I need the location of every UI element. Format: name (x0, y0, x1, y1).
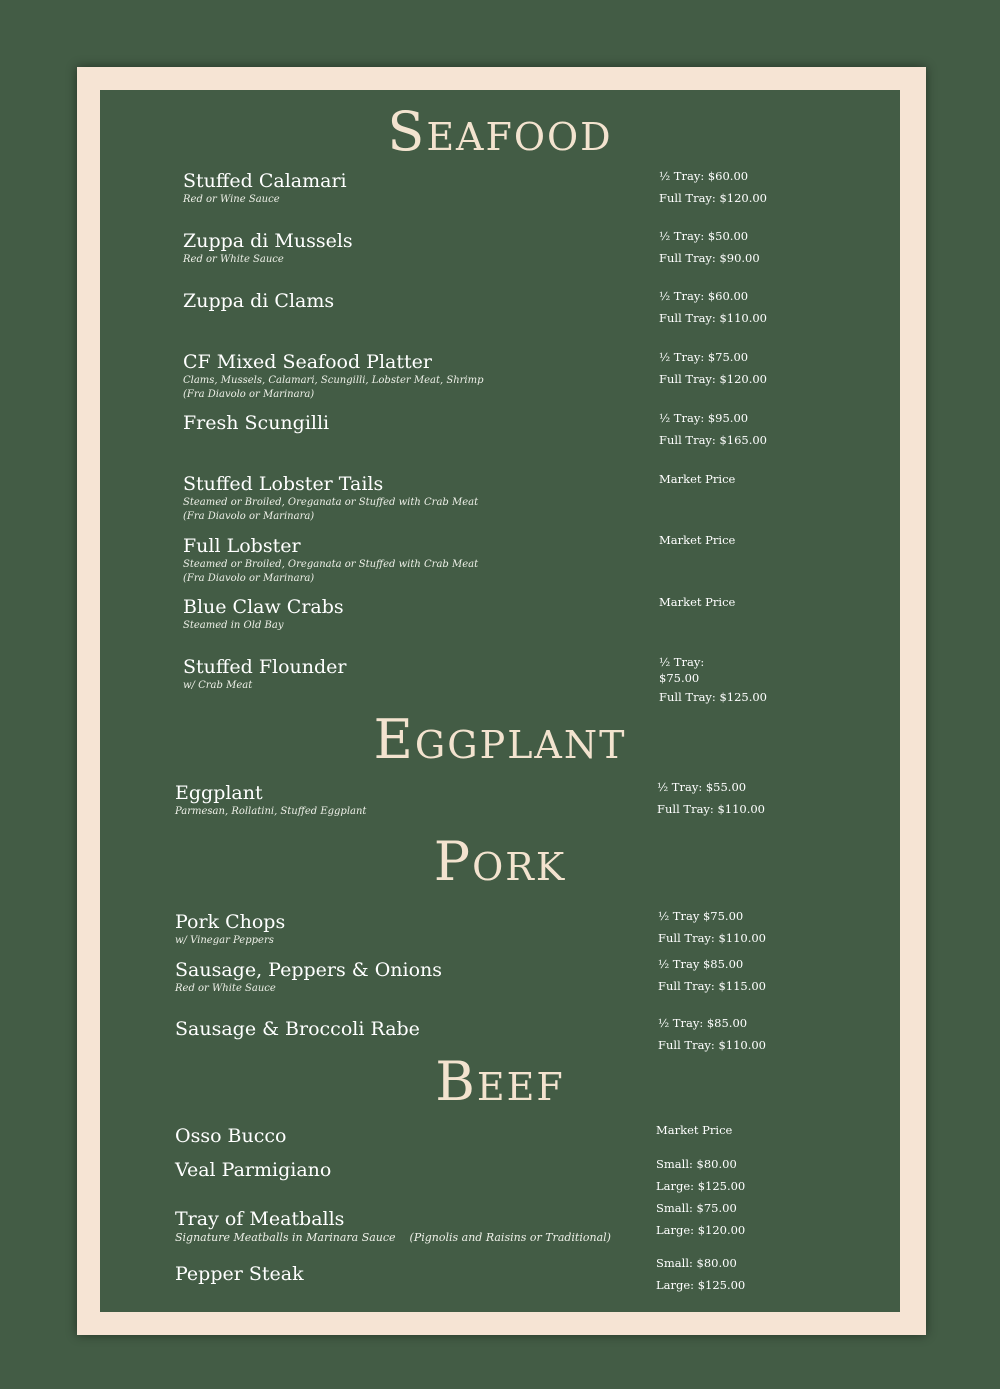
menu-item-tray-of-meatballs (175, 1208, 611, 1245)
section-heading-eggplant: Eggplant (373, 708, 627, 771)
item-description: Parmesan, Rollatini, Stuffed Eggplant (175, 806, 367, 817)
item-description: Signature Meatballs in Marinara Sauce (Pignolis and Raisins or Traditional) (175, 1231, 611, 1244)
item-description: (Fra Diavolo or Marinara) (183, 511, 315, 522)
menu-item-stuffed-calamari (183, 170, 347, 207)
price-line: Full Tray: $110.00 (658, 1038, 767, 1052)
item-description: w/ Crab Meat (183, 680, 253, 691)
price-line: Large: $125.00 (656, 1278, 746, 1292)
price-line: Full Tray: $110.00 (658, 931, 767, 945)
price-line: ½ Tray: $60.00 (659, 289, 749, 303)
section-heading-pork: Pork (433, 830, 567, 893)
item-name: Stuffed Calamari (183, 170, 347, 192)
price-line: Market Price (656, 1123, 733, 1137)
price-line: ½ Tray: $50.00 (659, 229, 749, 243)
item-description: Steamed or Broiled, Oreganata or Stuffed with Crab Meat (183, 497, 479, 508)
menu-item-pepper-steak (175, 1263, 304, 1286)
item-name: Pork Chops (175, 911, 286, 933)
price-blue-claw-crabs (659, 591, 735, 613)
item-name: Stuffed Flounder (183, 656, 347, 678)
item-name: Full Lobster (183, 535, 301, 557)
price-line: Large: $120.00 (656, 1223, 746, 1237)
price-eggplant (657, 776, 765, 820)
menu-item-zuppa-di-mussels (183, 230, 353, 267)
price-full-lobster (659, 529, 735, 551)
price-stuffed-flounder (659, 654, 767, 708)
price-line: Full Tray: $115.00 (658, 979, 767, 993)
price-tray-of-meatballs (656, 1197, 745, 1241)
price-line: Market Price (659, 595, 736, 609)
price-stuffed-lobster-tails (659, 468, 735, 490)
price-zuppa-di-mussels (659, 225, 760, 269)
price-line: ½ Tray $75.00 (658, 909, 744, 923)
price-cf-mixed-seafood-platter (659, 346, 767, 390)
price-line: Small: $80.00 (656, 1256, 737, 1270)
menu-item-sausage-peppers-onions (175, 959, 442, 996)
menu-item-full-lobster (183, 535, 478, 586)
price-fresh-scungilli (659, 407, 767, 451)
item-name: Sausage, Peppers & Onions (175, 959, 443, 981)
price-osso-bucco (656, 1119, 732, 1141)
menu-item-sausage-broccoli-rabe (175, 1018, 420, 1041)
item-name: Pepper Steak (175, 1263, 304, 1285)
price-veal-parmigiano (656, 1153, 745, 1197)
section-heading-beef: Beef (435, 1050, 565, 1113)
item-name: Stuffed Lobster Tails (183, 473, 384, 495)
price-zuppa-di-clams (659, 285, 767, 329)
menu-item-stuffed-lobster-tails (183, 473, 478, 524)
price-line: Full Tray: $120.00 (659, 191, 768, 205)
price-stuffed-calamari (659, 165, 767, 209)
price-pork-chops (658, 905, 766, 949)
price-line: Full Tray: $165.00 (659, 433, 768, 447)
price-line: Full Tray: $110.00 (659, 311, 768, 325)
item-description: Steamed or Broiled, Oreganata or Stuffed with Crab Meat (183, 559, 479, 570)
price-line: Small: $75.00 (656, 1201, 737, 1215)
price-line: ½ Tray: $85.00 (658, 1016, 748, 1030)
menu-item-osso-bucco (175, 1125, 286, 1148)
item-description: w/ Vinegar Peppers (175, 935, 274, 946)
item-description: Steamed in Old Bay (183, 620, 284, 631)
menu-item-eggplant (175, 782, 366, 819)
item-description: (Fra Diavolo or Marinara) (183, 573, 315, 584)
item-name: Tray of Meatballs (175, 1208, 345, 1230)
item-description: Clams, Mussels, Calamari, Scungilli, Lobster Meat, Shrimp (183, 375, 484, 386)
price-sausage-peppers-onions (658, 953, 766, 997)
item-description: (Fra Diavolo or Marinara) (183, 389, 315, 400)
price-pepper-steak (656, 1252, 745, 1296)
menu-item-fresh-scungilli (183, 412, 329, 435)
price-line: ½ Tray: $75.00 (659, 350, 749, 364)
price-line: Large: $125.00 (656, 1179, 746, 1193)
menu-item-blue-claw-crabs (183, 596, 344, 633)
item-name: Veal Parmigiano (175, 1159, 332, 1181)
menu-item-stuffed-flounder (183, 656, 347, 693)
price-line: ½ Tray $85.00 (658, 957, 744, 971)
item-description: Red or Wine Sauce (183, 194, 280, 205)
item-name: Sausage & Broccoli Rabe (175, 1018, 420, 1040)
menu-item-cf-mixed-seafood-platter (183, 351, 484, 402)
item-name: Zuppa di Clams (183, 290, 335, 312)
price-line: Full Tray: $110.00 (657, 802, 766, 816)
item-name: Eggplant (175, 782, 263, 804)
item-name: CF Mixed Seafood Platter (183, 351, 432, 373)
price-line: ½ Tray: (659, 655, 705, 669)
item-description: Red or White Sauce (183, 254, 284, 265)
item-name: Zuppa di Mussels (183, 230, 353, 252)
item-name: Blue Claw Crabs (183, 596, 344, 618)
menu-item-veal-parmigiano (175, 1159, 331, 1182)
price-line: Full Tray: $120.00 (659, 372, 768, 386)
price-line: ½ Tray: $55.00 (657, 780, 747, 794)
section-heading-seafood: Seafood (387, 100, 613, 163)
item-name: Fresh Scungilli (183, 412, 330, 434)
price-line: Full Tray: $125.00 (659, 690, 768, 704)
price-line: Market Price (659, 472, 736, 486)
menu-item-pork-chops (175, 911, 285, 948)
item-name: Osso Bucco (175, 1125, 287, 1147)
price-line: ½ Tray: $60.00 (659, 169, 749, 183)
item-description: Red or White Sauce (175, 983, 276, 994)
price-line: Full Tray: $90.00 (659, 251, 760, 265)
price-line: Small: $80.00 (656, 1157, 737, 1171)
price-line: ½ Tray: $95.00 (659, 411, 749, 425)
price-line: Market Price (659, 533, 736, 547)
price-sausage-broccoli-rabe (658, 1012, 766, 1056)
menu-item-zuppa-di-clams (183, 290, 334, 313)
price-line: $75.00 (659, 671, 700, 685)
